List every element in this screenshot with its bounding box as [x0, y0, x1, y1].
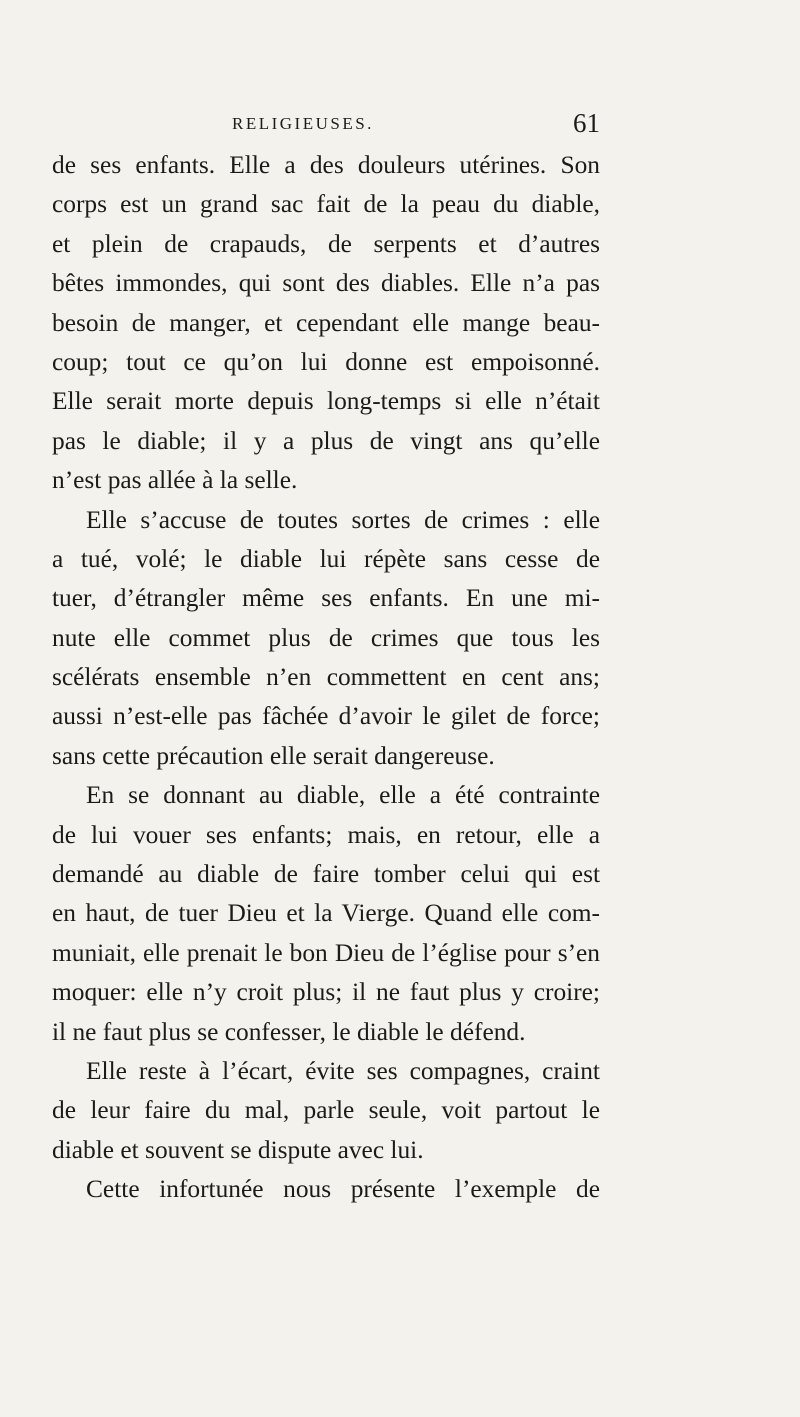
text-line: de ses enfants. Elle a des douleurs utérines. Son	[52, 151, 600, 179]
body-text	[52, 146, 600, 1210]
page-number: 61	[573, 108, 600, 138]
text-line: muniait, elle prenait le bon Dieu de l’église pour s’en	[52, 938, 600, 967]
text-line: Cette infortunée nous présente l’exemple de	[86, 1175, 600, 1204]
text-line: scélérats ensemble n’en commettent en cent ans;	[52, 663, 600, 692]
text-line: tuer, d’étrangler même ses enfants. En une mi-	[52, 584, 600, 613]
text-line: nute elle commet plus de crimes que tous les	[52, 623, 600, 652]
text-line: corps est un grand sac fait de la peau du diable,	[52, 190, 600, 219]
text-line: En se donnant au diable, elle a été contrainte	[86, 781, 600, 810]
text-line: n’est pas allée à la selle.	[52, 466, 298, 495]
text-line: bêtes immondes, qui sont des diables. Elle n’a pas	[52, 269, 600, 298]
running-head	[52, 108, 600, 144]
text-line: moquer: elle n’y croit plus; il ne faut plus y croire;	[52, 978, 600, 1007]
running-title: RELIGIEUSES.	[232, 114, 374, 133]
text-line: pas le diable; il y a plus de vingt ans qu’elle	[52, 426, 600, 455]
text-line: en haut, de tuer Dieu et la Vierge. Quand elle com-	[52, 899, 600, 928]
text-line: il ne faut plus se confesser, le diable le défend.	[52, 1017, 526, 1046]
text-line: et plein de crapauds, de serpents et d’autres	[52, 229, 600, 258]
text-line: Elle serait morte depuis long-temps si elle n’était	[52, 387, 600, 416]
text-line: sans cette précaution elle serait dangereuse.	[52, 741, 495, 770]
text-line: demandé au diable de faire tomber celui qui est	[52, 860, 600, 889]
text-line: a tué, volé; le diable lui répète sans cesse de	[52, 544, 600, 573]
text-line: aussi n’est-elle pas fâchée d’avoir le gilet de force;	[52, 702, 600, 731]
text-line: Elle s’accuse de toutes sortes de crimes : elle	[86, 505, 600, 534]
text-line: de leur faire du mal, parle seule, voit partout le	[52, 1096, 600, 1125]
text-line: Elle reste à l’écart, évite ses compagnes, craint	[86, 1056, 600, 1085]
text-line: besoin de manger, et cependant elle mange beau-	[52, 308, 600, 337]
text-line: diable et souvent se dispute avec lui.	[52, 1135, 424, 1164]
text-line: coup; tout ce qu’on lui donne est empoisonné.	[52, 347, 600, 376]
text-line: de lui vouer ses enfants; mais, en retour, elle a	[52, 820, 600, 849]
